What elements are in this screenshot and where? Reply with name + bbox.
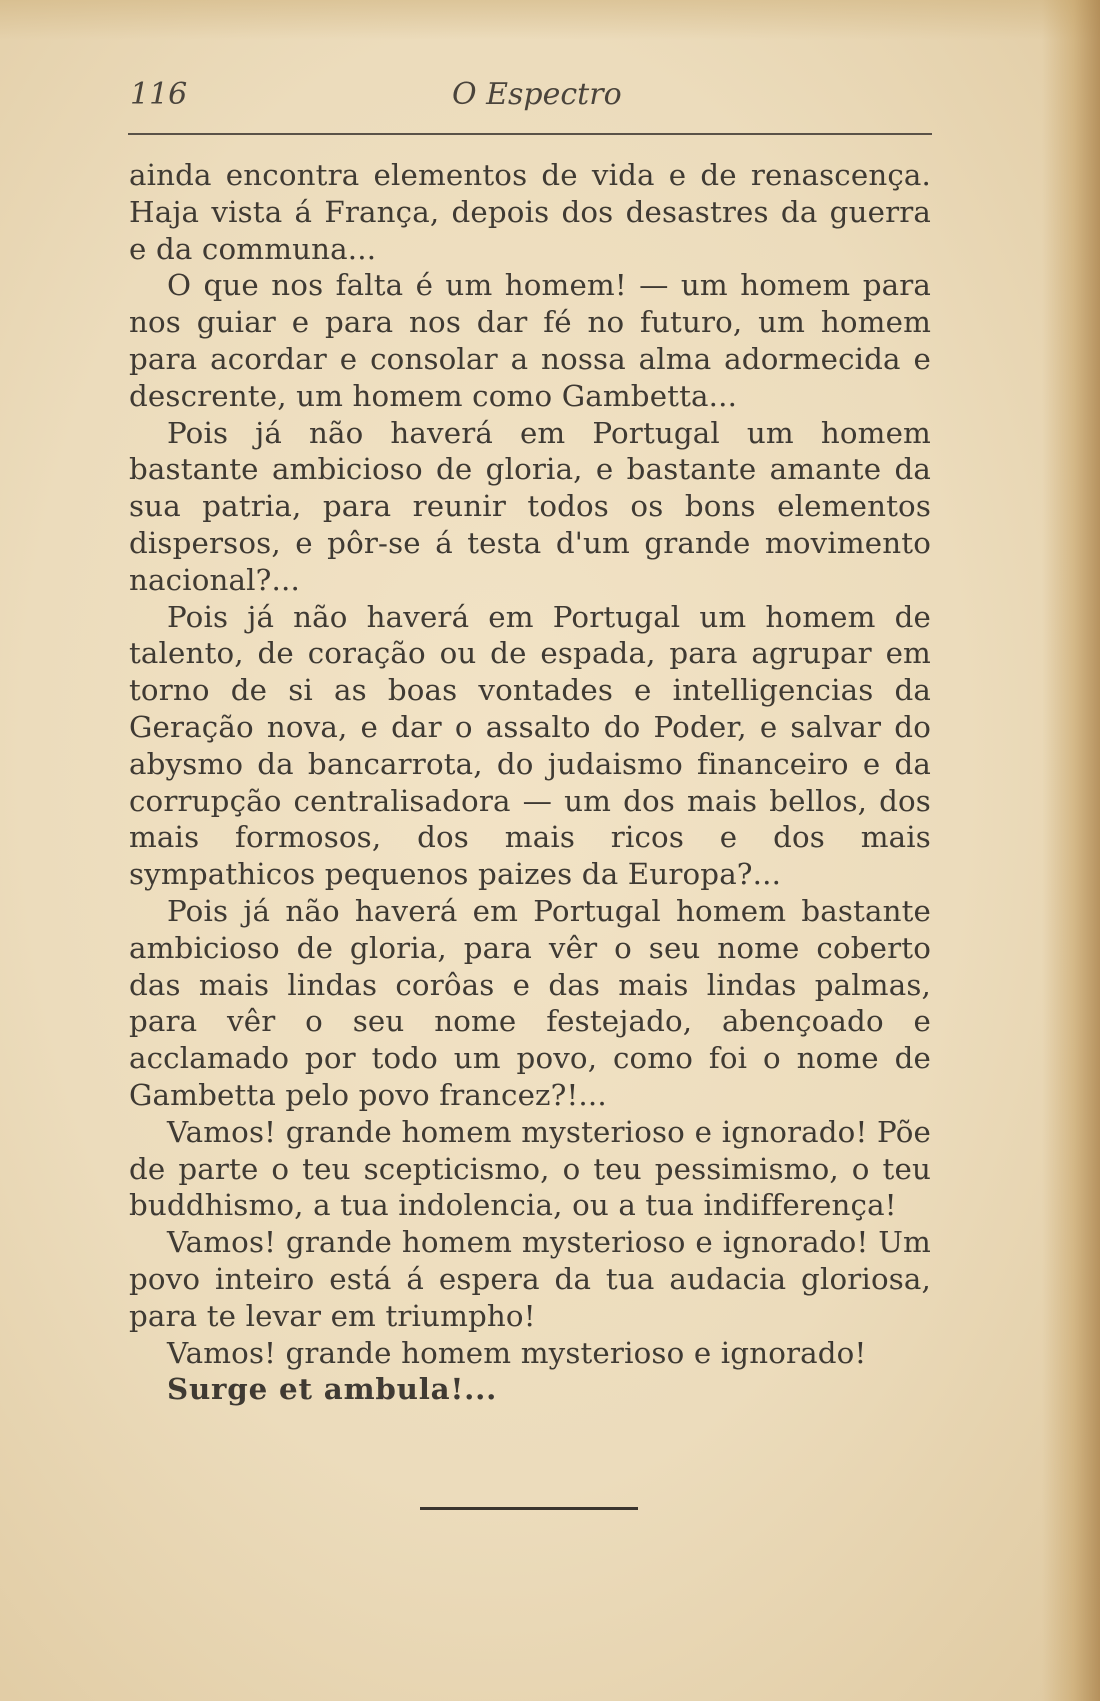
paragraph-continuation: ainda encontra elementos de vida e de renascença. Haja vista á França, depois dos desastres da guerra e da communa... <box>129 158 931 266</box>
paragraph: Vamos! grande homem mysterioso e ignorado! <box>167 1335 867 1370</box>
page-top-shading <box>0 0 1100 40</box>
paragraph: Vamos! grande homem mysterioso e ignorado! Um povo inteiro está á espera da tua audacia gloriosa, para te levar em triumpho! <box>129 1225 931 1333</box>
paragraph: Vamos! grande homem mysterioso e ignorado! Põe de parte o teu scepticismo, o teu pessimismo, o teu buddhismo, a tua indolencia, ou a tua indifferença! <box>129 1114 931 1223</box>
closing-exclamation: Surge et ambula!... <box>167 1371 498 1407</box>
body-text <box>129 157 931 1408</box>
running-head <box>130 74 930 116</box>
book-title: O Espectro <box>452 77 622 112</box>
paragraph: O que nos falta é um homem! — um homem para nos guiar e para nos dar fé no futuro, um homem para acordar e consolar a nossa alma adormecida e descrente, um homem como Gambetta... <box>129 268 931 413</box>
paragraph: Pois já não haverá em Portugal um homem bastante ambicioso de gloria, e bastante amante da sua patria, para reunir todos os bons elementos dispersos, e pôr-se á testa d'um grande movimento nacional?... <box>129 415 931 597</box>
paragraph: Pois já não haverá em Portugal homem bastante ambicioso de gloria, para vêr o seu nome coberto das mais lindas corôas e das mais lindas palmas, para vêr o seu nome festejado, abençoado e acclamado por todo um povo, como foi o nome de Gambetta pelo povo francez?!... <box>129 893 931 1112</box>
end-rule <box>420 1507 638 1510</box>
page-edge-shading <box>1042 0 1100 1701</box>
header-rule <box>128 133 932 135</box>
page-number: 116 <box>130 77 188 112</box>
paragraph: Pois já não haverá em Portugal um homem de talento, de coração ou de espada, para agrupar em torno de si as boas vontades e intelligencias da Geração nova, e dar o assalto do Poder, e salvar do abysmo da bancarrota, do judaismo financeiro e da corrupção centralisadora — um dos mais bellos, dos mais formosos, dos mais ricos e dos mais sympathicos pequenos paizes da Europa?... <box>129 599 931 892</box>
